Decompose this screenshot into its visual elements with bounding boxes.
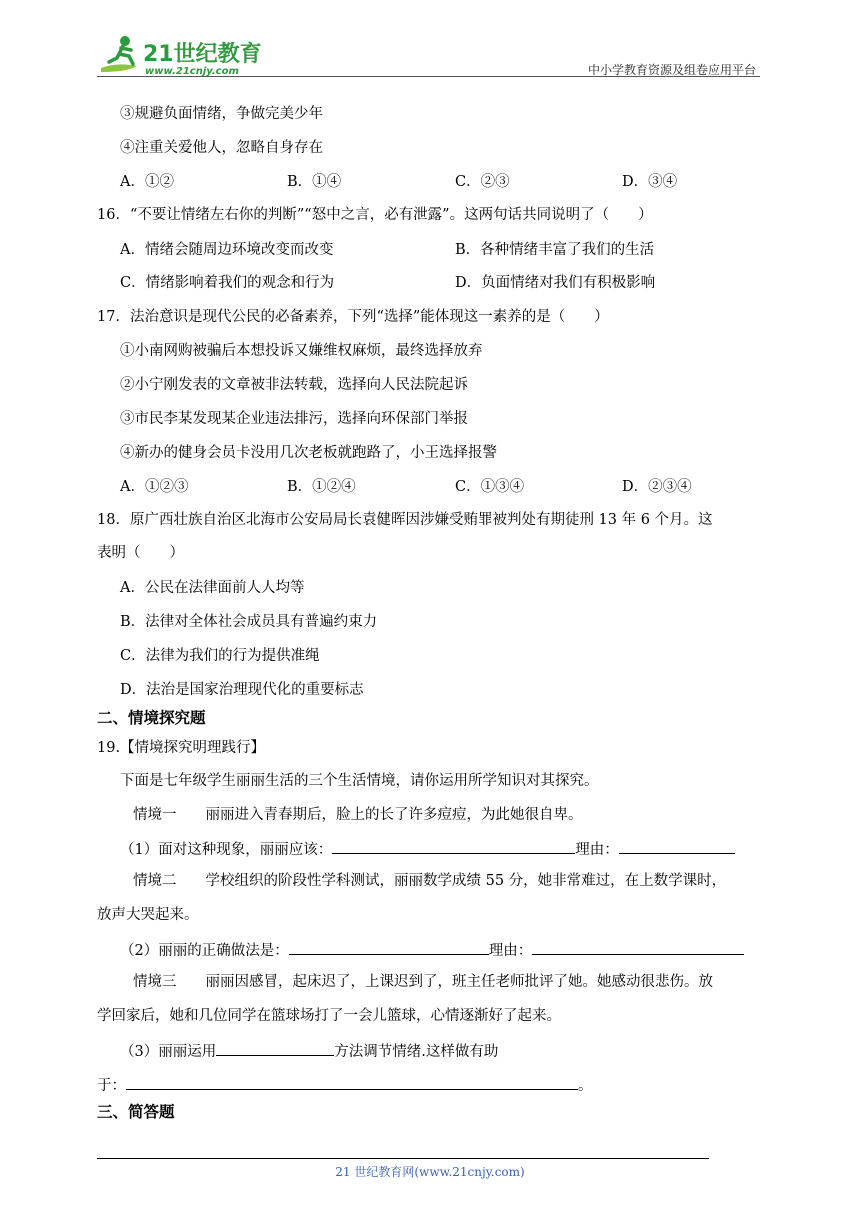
- logo-sub-text: www.21cnjy.com: [145, 66, 239, 77]
- q19-part-2-label: （2）丽丽的正确做法是：: [120, 943, 289, 959]
- q19-part-1: [120, 838, 735, 860]
- q19-part-3-benefit-blank[interactable]: [126, 1074, 578, 1090]
- logo-main-text: 21世纪教育: [143, 42, 262, 67]
- footer-text: 21 世纪教育网(www.21cnjy.com): [335, 1165, 525, 1179]
- q19-intro: 下面是七年级学生丽丽生活的三个生活情境，请你运用所学知识对其探究。: [120, 773, 599, 789]
- q15-option-a: A．①②: [120, 174, 174, 190]
- q19-part-2: [120, 939, 744, 961]
- footer-rule: [97, 1158, 709, 1159]
- q19-part-2-reason-blank[interactable]: [532, 939, 744, 955]
- q15-option-b: B．①④: [287, 174, 342, 190]
- q17-option-d: D．②③④: [622, 479, 692, 495]
- q17-option-b: B．①②④: [287, 479, 356, 495]
- q16-option-b: B．各种情绪丰富了我们的生活: [455, 242, 655, 258]
- q19-part-3-end: 。: [578, 1078, 593, 1094]
- q19-part-3-label-3: 于：: [97, 1078, 126, 1094]
- q19-part-3-label-2: 方法调节情绪.这样做有助: [334, 1044, 499, 1060]
- q19-part-3-method-blank[interactable]: [216, 1040, 334, 1056]
- site-tagline: 中小学教育资源及组卷应用平台: [587, 63, 756, 77]
- q18-option-a: A．公民在法律面前人人均等: [120, 580, 305, 596]
- q19-part-1-answer-blank[interactable]: [332, 838, 575, 854]
- q18-option-d: D．法治是国家治理现代化的重要标志: [120, 682, 364, 698]
- q19-situation-2-line1: 情境二 学校组织的阶段性学科测试，丽丽数学成绩 55 分，她非常难过，在上数学课时，: [133, 873, 727, 889]
- q17-option-c: C．①③④: [455, 479, 525, 495]
- q19-part-2-answer-blank[interactable]: [289, 939, 489, 955]
- q19-situation-3-line1: 情境三 丽丽因感冒，起床迟了，上课迟到了，班主任老师批评了她。她感动很悲伤。放: [133, 974, 713, 990]
- q19-title: 19.【情境探究明理践行】: [97, 740, 266, 756]
- q19-part-3-label: （3）丽丽运用: [120, 1044, 217, 1060]
- q19-part-3: [120, 1040, 498, 1062]
- q19-situation-2-line2: 放声大哭起来。: [97, 907, 199, 923]
- q18-option-b: B．法律对全体社会成员具有普遍约束力: [120, 614, 378, 630]
- q16-option-a: A．情绪会随周边环境改变而改变: [120, 242, 334, 258]
- q19-part-2-reason-label: 理由：: [488, 943, 533, 959]
- q17-item-4: ④新办的健身会员卡没用几次老板就跑路了，小王选择报警: [120, 445, 497, 461]
- q17-item-2: ②小宁刚发表的文章被非法转载，选择向人民法院起诉: [120, 377, 468, 393]
- header-rule: [97, 76, 760, 77]
- q18-option-c: C．法律为我们的行为提供准绳: [120, 648, 320, 664]
- q15-option-c: C．②③: [455, 174, 510, 190]
- q19-situation-3-line2: 学回家后，她和几位同学在篮球场打了一会儿篮球，心情逐渐好了起来。: [97, 1008, 561, 1024]
- q17-item-1: ①小南网购被骗后本想投诉又嫌维权麻烦，最终选择放弃: [120, 343, 483, 359]
- q19-part-1-reason-blank[interactable]: [619, 838, 735, 854]
- logo-21cnjy: [97, 32, 272, 78]
- q17-item-3: ③市民李某发现某企业违法排污，选择向环保部门举报: [120, 411, 468, 427]
- q16-option-c: C．情绪影响着我们的观念和行为: [120, 275, 335, 291]
- q19-part-1-label: （1）面对这种现象，丽丽应该：: [120, 842, 333, 858]
- page-header: [97, 30, 760, 80]
- q18-stem-line2: 表明（ ）: [97, 545, 184, 561]
- q17-stem: 17．法治意识是现代公民的必备素养，下列“选择”能体现这一素养的是（ ）: [97, 309, 609, 325]
- q19-situation-1: 情境一 丽丽进入青春期后，脸上的长了许多痘痘，为此她很自卑。: [133, 807, 583, 823]
- q16-stem: 16．“不要让情绪左右你的判断”“怒中之言，必有泄露”。这两句话共同说明了（ ）: [97, 207, 653, 223]
- q15-item-3: ③规避负面情绪，争做完美少年: [120, 106, 323, 122]
- q15-item-4: ④注重关爱他人，忽略自身存在: [120, 140, 323, 156]
- q15-option-d: D．③④: [622, 174, 678, 190]
- q19-part-1-reason-label: 理由：: [575, 842, 619, 858]
- q17-option-a: A．①②③: [120, 479, 189, 495]
- section-2-title: 二、情境探究题: [97, 709, 206, 727]
- q18-stem-line1: 18．原广西壮族自治区北海市公安局局长袁健晖因涉嫌受贿罪被判处有期徒刑 13 年 6 个月。这: [97, 512, 713, 528]
- q19-part-3-cont: [97, 1074, 593, 1096]
- q16-option-d: D．负面情绪对我们有积极影响: [455, 275, 656, 291]
- section-3-title: 三、简答题: [97, 1103, 175, 1121]
